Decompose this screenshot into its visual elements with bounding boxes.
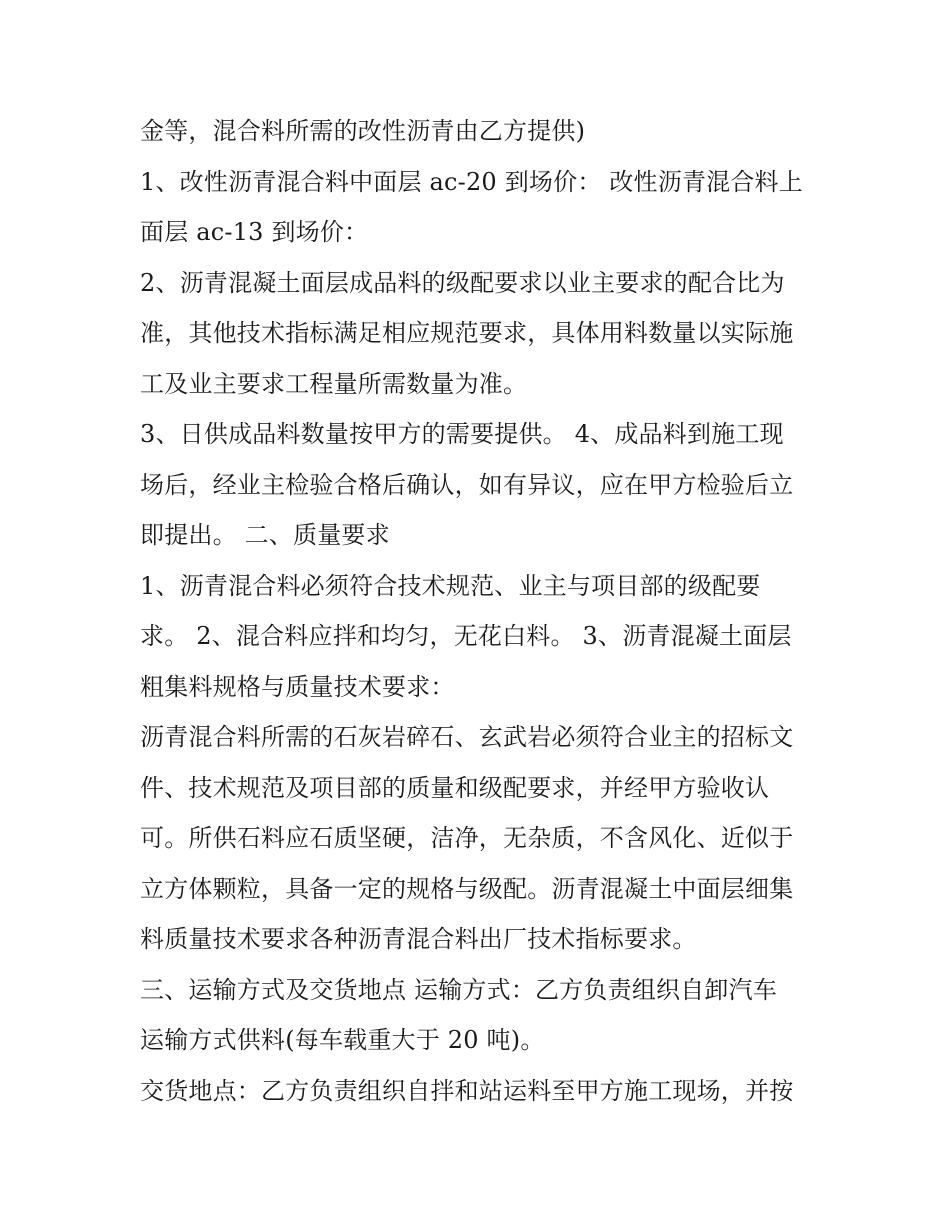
text-line: 准，其他技术指标满足相应规范要求，具体用料数量以实际施: [140, 319, 794, 347]
text-line: 2、沥青混凝土面层成品料的级配要求以业主要求的配合比为: [140, 268, 785, 297]
text-line: 金等，混合料所需的改性沥青由乙方提供): [140, 117, 586, 145]
text-line: 场后，经业主检验合格后确认，如有异议，应在甲方检验后立: [140, 470, 794, 499]
text-line: 1、沥青混合料必须符合技术规范、业主与项目部的级配要: [140, 571, 761, 600]
text-line: 沥青混合料所需的石灰岩碎石、玄武岩必须符合业主的招标文: [140, 723, 794, 751]
text-line: 料质量技术要求各种沥青混合料出厂技术指标要求。: [140, 925, 697, 953]
text-line: 件、技术规范及项目部的质量和级配要求，并经甲方验收认: [140, 773, 770, 802]
text-line: 运输方式供料(每车载重大于 20 吨)。: [140, 1026, 545, 1054]
text-line: 1、改性沥青混合料中面层 ac-20 到场价： 改性沥青混合料上: [140, 167, 803, 196]
text-line: 求。 2、混合料应拌和均匀，无花白料。 3、沥青混凝土面层: [140, 622, 792, 650]
text-line: 面层 ac-13 到场价：: [140, 218, 369, 246]
document-body: [140, 106, 820, 1116]
text-line: 工及业主要求工程量所需数量为准。: [140, 369, 528, 398]
text-line: 粗集料规格与质量技术要求：: [140, 672, 455, 701]
text-line: 即提出。 二、质量要求: [140, 521, 390, 549]
text-line: 三、运输方式及交货地点 运输方式：乙方负责组织自卸汽车: [140, 975, 778, 1004]
text-line: 可。所供石料应石质坚硬，洁净，无杂质，不含风化、近似于: [140, 824, 794, 852]
text-line: 3、日供成品料数量按甲方的需要提供。 4、成品料到施工现: [140, 420, 784, 448]
text-line: 交货地点：乙方负责组织自拌和站运料至甲方施工现场，并按: [140, 1076, 794, 1105]
text-line: 立方体颗粒，具备一定的规格与级配。沥青混凝土中面层细集: [140, 874, 794, 903]
